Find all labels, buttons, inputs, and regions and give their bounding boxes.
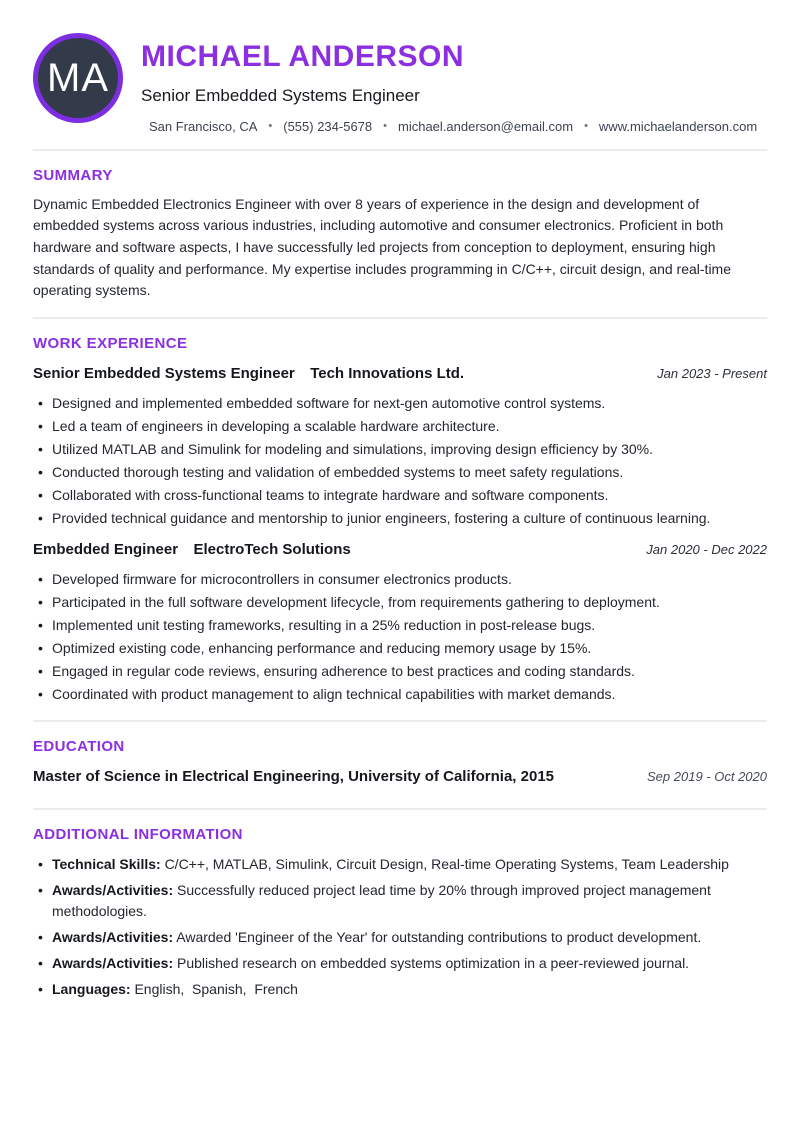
info-text: Successfully reduced project lead time by 20% through improved project management methodologies. <box>52 881 715 919</box>
job-title-group <box>33 541 351 559</box>
bullet-item: • Participated in the full software development lifecycle, from requirements gathering to deployment. <box>33 592 767 613</box>
job-entry <box>33 365 767 529</box>
info-label: Awards/Activities: <box>52 954 174 971</box>
info-item <box>33 927 767 948</box>
bullet-item: • Collaborated with cross-functional teams to integrate hardware and software components. <box>33 485 767 506</box>
info-label: Awards/Activities: <box>52 928 174 945</box>
additional-information-heading: ADDITIONAL INFORMATION <box>33 825 243 843</box>
education-dates: Sep 2019 - Oct 2020 <box>647 768 767 784</box>
job-header <box>33 541 767 559</box>
bullet-item: • Developed firmware for microcontrollers in consumer electronics products. <box>33 569 767 590</box>
bullet-item: • Designed and implemented embedded software for next-gen automotive control systems. <box>33 393 767 414</box>
summary-heading: SUMMARY <box>33 166 113 184</box>
header-text-block <box>141 33 757 134</box>
contact-phone: (555) 234-5678 <box>283 118 373 134</box>
bullet-item: • Implemented unit testing frameworks, resulting in a 25% reduction in post-release bugs. <box>33 615 767 636</box>
section-divider <box>33 808 767 810</box>
job-position: Embedded Engineer <box>33 540 179 558</box>
info-label: Technical Skills: <box>52 855 161 872</box>
info-text: Published research on embedded systems optimization in a peer-reviewed journal. <box>177 954 690 971</box>
section-additional-information <box>33 826 767 1000</box>
info-text: Awarded 'Engineer of the Year' for outstanding contributions to product development. <box>176 928 702 945</box>
candidate-job-title: Senior Embedded Systems Engineer <box>141 85 420 105</box>
avatar-initials: MA <box>47 55 109 100</box>
info-text: English, Spanish, French <box>134 980 298 997</box>
job-entry <box>33 541 767 705</box>
education-heading: EDUCATION <box>33 737 125 755</box>
education-degree: Master of Science in Electrical Engineering, University of California, 2015 <box>33 767 555 785</box>
bullet-item: • Coordinated with product management to align technical capabilities with market demands. <box>33 684 767 705</box>
bullet-item: • Provided technical guidance and mentorship to junior engineers, fostering a culture of continuous learning. <box>33 508 767 529</box>
job-company: Tech Innovations Ltd. <box>310 364 465 382</box>
section-summary <box>33 167 767 302</box>
education-entry <box>33 768 767 785</box>
candidate-name: MICHAEL ANDERSON <box>141 40 465 73</box>
info-label: Languages: <box>52 980 131 997</box>
section-divider <box>33 317 767 319</box>
work-experience-heading: WORK EXPERIENCE <box>33 334 188 352</box>
contact-location: San Francisco, CA <box>149 118 258 134</box>
info-item <box>33 880 767 922</box>
contact-email: michael.anderson@email.com <box>398 118 574 134</box>
job-company: ElectroTech Solutions <box>193 540 351 558</box>
job-dates: Jan 2023 - Present <box>657 365 767 381</box>
bullet-item: • Utilized MATLAB and Simulink for modeling and simulations, improving design efficiency by 30%. <box>33 439 767 460</box>
job-position: Senior Embedded Systems Engineer <box>33 364 295 382</box>
bullet-item: • Led a team of engineers in developing a scalable hardware architecture. <box>33 416 767 437</box>
contact-website: www.michaelanderson.com <box>598 118 758 134</box>
info-label: Awards/Activities: <box>52 881 174 898</box>
section-education <box>33 738 767 785</box>
resume-header <box>33 33 767 134</box>
avatar <box>33 33 123 123</box>
info-text: C/C++, MATLAB, Simulink, Circuit Design, Real-time Operating Systems, Team Leadership <box>164 855 729 872</box>
job-bullet-list <box>33 569 767 705</box>
bullet-item: • Optimized existing code, enhancing performance and reducing memory usage by 15%. <box>33 638 767 659</box>
additional-info-list <box>33 854 767 1000</box>
bullet-separator-icon: • <box>584 120 588 132</box>
job-dates: Jan 2020 - Dec 2022 <box>646 541 767 557</box>
section-work-experience <box>33 335 767 705</box>
job-title-group <box>33 365 464 383</box>
bullet-item: • Conducted thorough testing and validation of embedded systems to meet safety regulations. <box>33 462 767 483</box>
job-bullet-list <box>33 393 767 529</box>
info-item <box>33 979 767 1000</box>
contact-row <box>141 119 757 134</box>
info-item <box>33 854 767 875</box>
bullet-separator-icon: • <box>383 120 387 132</box>
section-divider <box>33 720 767 722</box>
job-header <box>33 365 767 383</box>
bullet-separator-icon: • <box>268 120 273 132</box>
info-item <box>33 953 767 974</box>
bullet-item: • Engaged in regular code reviews, ensuring adherence to best practices and coding standards. <box>33 661 767 682</box>
summary-text: Dynamic Embedded Electronics Engineer with over 8 years of experience in the design and development of embedded systems across various industries, including automotive and consumer electronics. Proficient in both hardware and software aspects, I have successfully led projects from conception to deployment, ensuring high standards of quality and performance. My expertise includes programming in C/C++, circuit design, and real-time operating systems. <box>33 195 731 299</box>
section-divider <box>33 149 767 151</box>
